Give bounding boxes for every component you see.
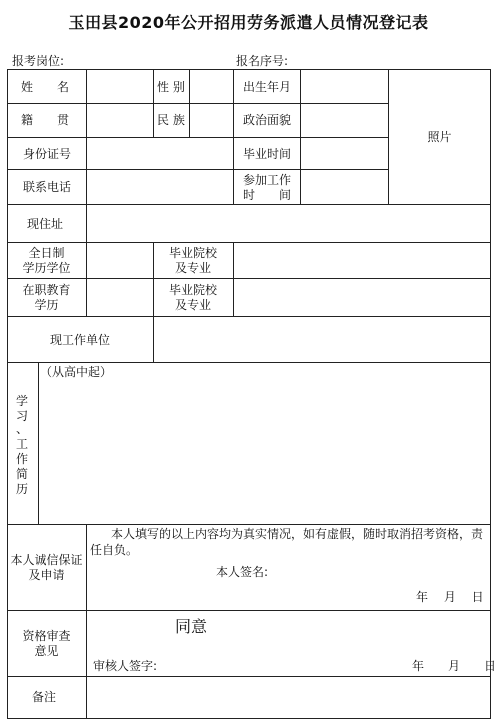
resume-char: 工	[15, 437, 28, 451]
gender-label: 性 别	[157, 80, 185, 94]
apply-position-label: 报考岗位:	[12, 54, 65, 68]
inservice-education-label: 在职教育	[22, 283, 71, 297]
pledge-label-2: 及申请	[28, 568, 65, 582]
photo-label: 照片	[427, 130, 452, 144]
fulltime-school-label: 毕业院校	[168, 246, 217, 260]
fulltime-school-label-2: 及专业	[174, 261, 211, 275]
pledge-label: 本人诚信保证	[10, 553, 83, 567]
registration-form	[7, 69, 497, 719]
review-label-2: 意见	[34, 644, 59, 658]
apply-number-label: 报名序号:	[236, 54, 289, 68]
ethnicity-label: 民 族	[157, 113, 185, 127]
resume-hint: （从高中起）	[40, 365, 113, 379]
fulltime-education-label-2: 学历学位	[22, 261, 71, 275]
pledge-date: 年 月 日	[416, 590, 484, 604]
resume-char: 学	[15, 394, 28, 408]
resume-char: 、	[15, 422, 28, 436]
resume-char: 习	[15, 409, 28, 423]
inservice-school-label: 毕业院校	[168, 283, 217, 297]
inservice-education-label-2: 学历	[34, 298, 59, 312]
pledge-text: 本人填写的以上内容均为真实情况，如有虚假，随时取消招考资格，责	[111, 527, 484, 541]
inservice-school-label-2: 及专业	[174, 298, 211, 312]
work-start-label-2: 时 间	[243, 188, 292, 202]
current-employer-label: 现工作单位	[50, 333, 111, 347]
name-label: 姓 名	[21, 80, 70, 94]
resume-char: 作	[15, 452, 28, 466]
form-grid	[7, 69, 491, 719]
pledge-text-2: 任自负。	[90, 543, 139, 557]
id-number-label: 身份证号	[23, 147, 72, 161]
review-label: 资格审查	[22, 629, 71, 643]
work-start-label: 参加工作	[243, 173, 292, 187]
form-title: 玉田县2020年公开招用劳务派遣人员情况登记表	[68, 13, 429, 32]
fulltime-education-label: 全日制	[28, 246, 65, 260]
remarks-label: 备注	[32, 690, 57, 704]
political-status-label: 政治面貌	[243, 113, 292, 127]
reviewer-signature-label: 审核人签字:	[93, 659, 158, 673]
signature-label: 本人签名:	[216, 565, 269, 579]
birth-label: 出生年月	[243, 80, 292, 94]
contact-phone-label: 联系电话	[23, 180, 72, 194]
review-date: 年 月 日	[412, 659, 497, 673]
review-value: 同意	[175, 617, 208, 636]
address-label: 现住址	[27, 217, 64, 231]
resume-char: 简	[15, 467, 28, 481]
graduation-time-label: 毕业时间	[243, 147, 292, 161]
resume-char: 历	[15, 482, 28, 496]
native-place-label: 籍 贯	[21, 113, 70, 127]
